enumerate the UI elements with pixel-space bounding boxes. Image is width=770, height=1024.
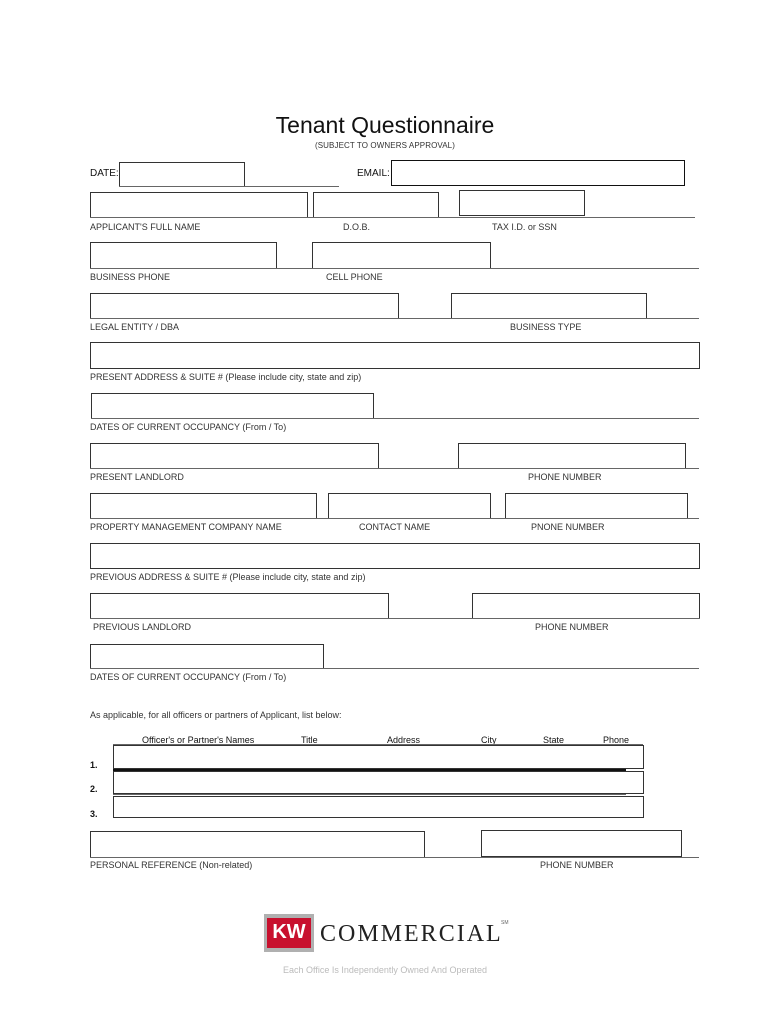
page-subtitle: (SUBJECT TO OWNERS APPROVAL) — [314, 141, 455, 150]
contact-name-label: CONTACT NAME — [359, 522, 431, 532]
officer-row-number: 1. — [90, 760, 98, 770]
col-address: Address — [387, 735, 421, 745]
applicant-name-field[interactable] — [90, 192, 308, 218]
present-landlord-label: PRESENT LANDLORD — [90, 472, 184, 482]
present-address-field[interactable] — [90, 342, 700, 369]
officer-row-number: 3. — [90, 809, 98, 819]
officer-row-3-field[interactable] — [113, 796, 644, 818]
personal-reference-label: PERSONAL REFERENCE (Non-related) — [90, 860, 253, 870]
officer-row-1-field[interactable] — [113, 745, 644, 769]
email-field[interactable] — [391, 160, 685, 186]
dob-field[interactable] — [313, 192, 439, 218]
reference-row-underline — [90, 857, 699, 858]
legal-entity-label: LEGAL ENTITY / DBA — [90, 322, 180, 332]
col-phone: Phone — [603, 735, 630, 745]
logo-text: COMMERCIAL — [320, 921, 503, 947]
dob-label: D.O.B. — [343, 222, 371, 232]
previous-address-field[interactable] — [90, 543, 700, 569]
pm-row-underline — [90, 518, 699, 519]
business-phone-field[interactable] — [90, 242, 277, 269]
previous-landlord-label: PREVIOUS LANDLORD — [93, 622, 192, 632]
officer-row-2-underline — [113, 794, 626, 795]
prev-landlord-phone-field[interactable] — [472, 593, 700, 619]
previous-landlord-field[interactable] — [90, 593, 389, 619]
occupancy-row-underline — [91, 418, 699, 419]
property-mgmt-field[interactable] — [90, 493, 317, 519]
dates-occupancy-label: DATES OF CURRENT OCCUPANCY (From / To) — [90, 422, 287, 432]
personal-reference-field[interactable] — [90, 831, 425, 858]
pm-phone-field[interactable] — [505, 493, 688, 519]
footer-disclaimer: Each Office Is Independently Owned And Operated — [283, 965, 487, 975]
date-underline — [119, 186, 339, 187]
col-title: Title — [301, 735, 318, 745]
legal-entity-field[interactable] — [90, 293, 399, 319]
reference-phone-field[interactable] — [481, 830, 682, 857]
business-phone-label: BUSINESS PHONE — [90, 272, 171, 282]
reference-phone-label: PHONE NUMBER — [540, 860, 614, 870]
kw-commercial-logo — [264, 914, 509, 952]
cell-phone-field[interactable] — [312, 242, 491, 269]
phone-row-underline — [90, 268, 699, 269]
dates-occupancy-2-label: DATES OF CURRENT OCCUPANCY (From / To) — [90, 672, 287, 682]
present-landlord-field[interactable] — [90, 443, 379, 469]
date-label: DATE: — [90, 168, 119, 179]
prev-landlord-phone-label: PHONE NUMBER — [535, 622, 609, 632]
property-mgmt-label: PROPERTY MANAGEMENT COMPANY NAME — [90, 522, 282, 532]
entity-row-underline — [90, 318, 699, 319]
officer-row-number: 2. — [90, 784, 98, 794]
business-type-label: BUSINESS TYPE — [510, 322, 582, 332]
page-title: Tenant Questionnaire — [275, 112, 495, 138]
previous-address-label: PREVIOUS ADDRESS & SUITE # (Please include city, state and zip) — [90, 572, 366, 582]
landlord-row-underline — [90, 468, 699, 469]
pm-phone-label: PNONE NUMBER — [531, 522, 605, 532]
dates-occupancy-2-field[interactable] — [90, 644, 324, 669]
landlord-phone-field[interactable] — [458, 443, 686, 469]
prev-landlord-row-underline — [90, 618, 700, 619]
officer-row-2-field[interactable] — [113, 771, 644, 794]
tax-id-field[interactable] — [459, 190, 585, 216]
col-state: State — [543, 735, 565, 745]
officers-intro: As applicable, for all officers or partners of Applicant, list below: — [90, 710, 342, 720]
applicant-name-label: APPLICANT'S FULL NAME — [90, 222, 201, 232]
business-type-field[interactable] — [451, 293, 647, 319]
email-label: EMAIL: — [357, 168, 390, 179]
logo-mark: KW — [267, 918, 311, 948]
landlord-phone-label: PHONE NUMBER — [528, 472, 602, 482]
col-name: Officer's or Partner's Names — [142, 735, 255, 745]
contact-name-field[interactable] — [328, 493, 491, 519]
applicant-row-underline — [90, 217, 695, 218]
dates-occupancy-field[interactable] — [91, 393, 374, 419]
date-field[interactable] — [119, 162, 245, 187]
tax-id-label: TAX I.D. or SSN — [492, 222, 557, 232]
present-address-label: PRESENT ADDRESS & SUITE # (Please include city, state and zip) — [90, 372, 362, 382]
occupancy-2-row-underline — [90, 668, 699, 669]
logo-trademark: SM — [501, 920, 509, 926]
col-city: City — [481, 735, 497, 745]
cell-phone-label: CELL PHONE — [326, 272, 383, 282]
